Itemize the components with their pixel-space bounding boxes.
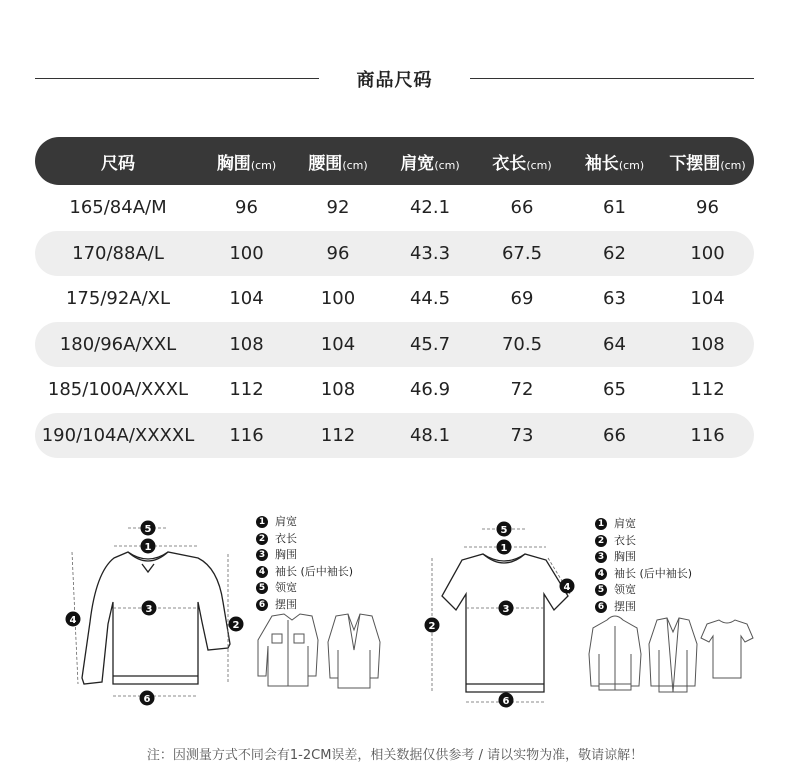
- legend-item: 3 胸围: [256, 547, 353, 564]
- cell-hem: 100: [661, 231, 754, 277]
- table-row: [35, 367, 754, 413]
- cell-size: 190/104A/XXXXL: [35, 413, 201, 459]
- measurement-note: 注：因测量方式不同会有1-2CM误差，相关数据仅供参考 / 请以实物为准，敬请谅解！: [146, 748, 644, 763]
- header-hem: 下摆围(cm): [661, 137, 754, 185]
- cardigan-icon: [649, 618, 697, 692]
- marker-6-label: 6: [143, 694, 151, 705]
- cell-size: 165/84A/M: [69, 197, 167, 219]
- cell-waist: 100: [320, 288, 356, 310]
- cell-waist: 92: [326, 197, 350, 219]
- cell-hem: 104: [690, 288, 725, 310]
- marker-1-label: 1: [144, 542, 152, 553]
- measure-markers: [425, 522, 575, 708]
- cell-shoulder: 48.1: [384, 413, 476, 459]
- marker-5-label: 5: [144, 524, 152, 535]
- measure-guides: [432, 529, 570, 702]
- section-title: 商品尺码: [356, 70, 433, 91]
- measure-markers: [66, 521, 244, 706]
- cell-chest: 104: [229, 288, 264, 310]
- cell-chest: 100: [201, 231, 292, 277]
- header-shoulder: 肩宽(cm): [384, 137, 476, 185]
- marker-1-label: 1: [500, 543, 508, 554]
- cell-sleeve: 63: [603, 288, 626, 310]
- title-divider-left: [35, 78, 319, 79]
- cell-hem: 112: [690, 379, 725, 401]
- table-row: [35, 231, 754, 277]
- cell-size: 170/88A/L: [35, 231, 201, 277]
- legend-item: 6 摆围: [256, 597, 353, 614]
- cell-hem: 108: [661, 322, 754, 368]
- cell-sleeve: 65: [603, 379, 626, 401]
- cell-chest: 112: [229, 379, 264, 401]
- cell-size: 185/100A/XXXL: [47, 379, 189, 401]
- legend-item: 1 肩宽: [256, 514, 353, 531]
- cell-hem: 96: [696, 197, 719, 219]
- section-title-row: [0, 60, 790, 96]
- header-size: 尺码: [35, 137, 201, 185]
- legend-item: 2 衣长: [256, 531, 353, 548]
- cell-shoulder: 46.9: [409, 379, 451, 401]
- header-chest: 胸围(cm): [201, 137, 292, 185]
- table-row: [35, 322, 754, 368]
- cell-length: 73: [476, 413, 568, 459]
- marker-3-label: 3: [502, 604, 510, 615]
- hoodie-icon: [589, 616, 641, 690]
- legend-right: [595, 516, 692, 615]
- legend-item: 2 衣长: [595, 533, 692, 550]
- jacket-illustrations: [256, 610, 386, 692]
- cell-chest: 108: [201, 322, 292, 368]
- title-divider-right: [470, 78, 754, 79]
- legend-item: 5 领宽: [256, 580, 353, 597]
- garment-illustrations: [585, 614, 755, 694]
- header-sleeve: 袖长(cm): [568, 137, 661, 185]
- legend-item: 4 袖长 (后中袖长): [595, 566, 692, 583]
- marker-4-label: 4: [69, 615, 77, 626]
- table-row: [35, 276, 754, 322]
- legend-item: 4 袖长 (后中袖长): [256, 564, 353, 581]
- cell-sleeve: 61: [603, 197, 626, 219]
- tshirt-icon: [701, 620, 753, 678]
- legend-left: [256, 514, 353, 613]
- marker-6-label: 6: [502, 696, 510, 707]
- legend-item: 3 胸围: [595, 549, 692, 566]
- cell-hem: 116: [661, 413, 754, 459]
- cell-shoulder: 43.3: [384, 231, 476, 277]
- sweatshirt-measurement-diagram: [58, 512, 258, 712]
- header-length: 衣长(cm): [476, 137, 568, 185]
- cell-length: 66: [510, 197, 534, 219]
- cell-waist: 108: [320, 379, 356, 401]
- legend-item: 1 肩宽: [595, 516, 692, 533]
- marker-5-label: 5: [500, 525, 508, 536]
- cell-length: 67.5: [476, 231, 568, 277]
- cell-size: 180/96A/XXL: [35, 322, 201, 368]
- cell-length: 70.5: [476, 322, 568, 368]
- size-table: [35, 137, 754, 458]
- cell-waist: 112: [292, 413, 384, 459]
- sweatshirt-outline: [82, 552, 230, 684]
- cell-sleeve: 64: [568, 322, 661, 368]
- cell-chest: 96: [235, 197, 258, 219]
- table-header-row: [35, 137, 754, 185]
- legend-item: 5 领宽: [595, 582, 692, 599]
- cell-shoulder: 45.7: [384, 322, 476, 368]
- cell-length: 69: [510, 288, 534, 310]
- marker-4-label: 4: [563, 582, 571, 593]
- header-waist: 腰围(cm): [292, 137, 384, 185]
- cell-sleeve: 62: [568, 231, 661, 277]
- table-row: [35, 185, 754, 231]
- cell-waist: 104: [292, 322, 384, 368]
- marker-2-label: 2: [232, 620, 240, 631]
- cell-size: 175/92A/XL: [65, 288, 171, 310]
- cell-sleeve: 66: [568, 413, 661, 459]
- tshirt-outline: [442, 554, 568, 692]
- table-row: [35, 413, 754, 459]
- blazer-icon: [328, 614, 380, 688]
- marker-2-label: 2: [428, 621, 436, 632]
- legend-item: 6 摆围: [595, 599, 692, 616]
- cell-length: 72: [510, 379, 534, 401]
- cell-shoulder: 42.1: [409, 197, 451, 219]
- tshirt-measurement-diagram: [418, 512, 588, 712]
- cell-waist: 96: [292, 231, 384, 277]
- cell-chest: 116: [201, 413, 292, 459]
- cell-shoulder: 44.5: [409, 288, 451, 310]
- marker-3-label: 3: [145, 604, 153, 615]
- denim-jacket-icon: [258, 614, 318, 686]
